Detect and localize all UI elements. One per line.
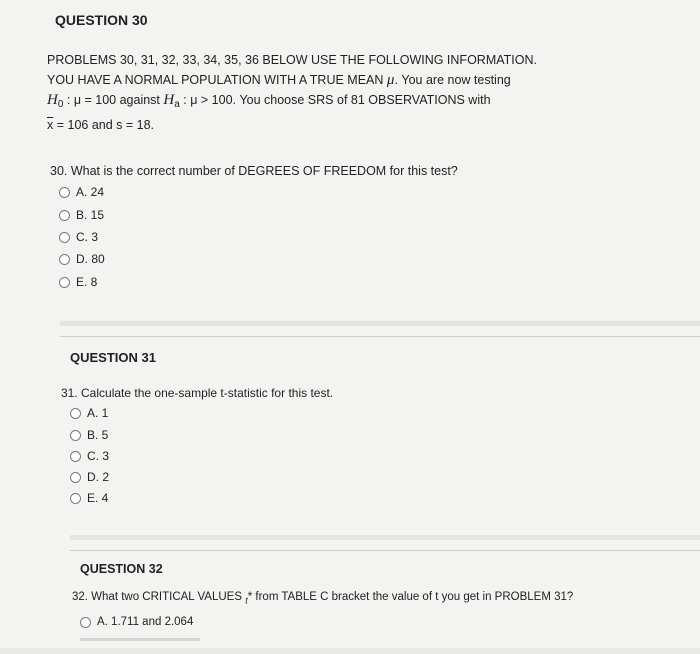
q30-option-b[interactable]: B. 15 [59, 208, 104, 222]
ha-subscript: a [174, 99, 180, 110]
radio-button[interactable] [59, 254, 70, 265]
q32-option-a[interactable]: A. 1.711 and 2.064 [80, 616, 193, 628]
q31-option-b[interactable]: B. 5 [70, 428, 108, 442]
question-30-text: 30. What is the correct number of DEGREES OF FREEDOM for this test? [50, 164, 458, 178]
xbar-symbol: $\overline{x}$ [47, 118, 54, 132]
intro-line-2-a: YOU HAVE A NORMAL POPULATION WITH A TRUE MEAN [47, 73, 384, 87]
q30-option-a[interactable]: A. 24 [59, 185, 104, 199]
section-divider [60, 336, 700, 337]
radio-button[interactable] [70, 408, 81, 419]
t-subscript: t [245, 595, 248, 606]
question-31-text: 31. Calculate the one-sample t-statistic for this test. [61, 386, 334, 400]
question-30-title: QUESTION 30 [55, 12, 148, 28]
radio-button[interactable] [70, 493, 81, 504]
radio-button[interactable] [70, 451, 81, 462]
radio-button[interactable] [59, 187, 70, 198]
question-32-title: QUESTION 32 [80, 562, 163, 576]
cut-off-option [80, 638, 200, 641]
q31-option-a[interactable]: A. 1 [70, 406, 108, 420]
intro-line-2 [47, 72, 511, 89]
h0-text: : μ = 100 against [63, 93, 164, 107]
h0-subscript: 0 [57, 99, 64, 110]
star-symbol: * [247, 591, 253, 603]
intro-line-1: PROBLEMS 30, 31, 32, 33, 34, 35, 36 BELOW USE THE FOLLOWING INFORMATION. [47, 53, 537, 67]
h0-symbol: H [47, 92, 58, 108]
q30-option-e[interactable]: E. 8 [59, 275, 97, 289]
stats-line [47, 118, 154, 132]
q31-option-e[interactable]: E. 4 [70, 491, 108, 505]
bottom-edge [0, 648, 700, 654]
hypotheses-line [47, 92, 491, 110]
answer-separator [70, 535, 700, 540]
radio-button[interactable] [80, 617, 91, 628]
ha-text: : μ > 100. You choose SRS of 81 OBSERVATIONS with [179, 93, 491, 107]
radio-button[interactable] [70, 472, 81, 483]
section-divider [70, 550, 700, 551]
answer-separator [60, 321, 700, 326]
radio-button[interactable] [59, 210, 70, 221]
ha-symbol: H [163, 92, 175, 108]
radio-button[interactable] [70, 430, 81, 441]
q31-option-d[interactable]: D. 2 [70, 470, 109, 484]
q31-option-c[interactable]: C. 3 [70, 449, 109, 463]
q30-option-d[interactable]: D. 80 [59, 252, 105, 266]
radio-button[interactable] [59, 277, 70, 288]
question-32-text: 32. What two CRITICAL VALUES $_t$* from TABLE C bracket the value of t you get in PROBLEM 31? [72, 591, 574, 606]
q30-option-c[interactable]: C. 3 [59, 230, 98, 244]
question-31-title: QUESTION 31 [70, 350, 156, 365]
intro-line-2-b: . You are now testing [394, 73, 511, 87]
mu-symbol: μ [386, 72, 395, 88]
radio-button[interactable] [59, 232, 70, 243]
stats-text: = 106 and s = 18. [53, 118, 155, 132]
